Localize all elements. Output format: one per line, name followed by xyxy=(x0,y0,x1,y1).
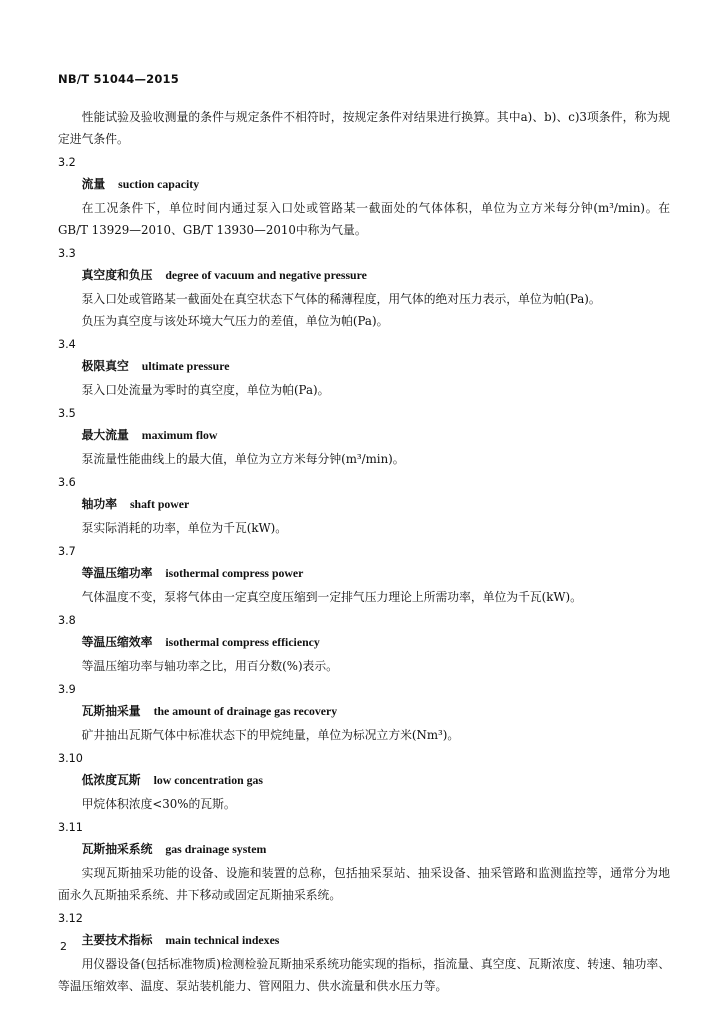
term-heading xyxy=(58,265,670,286)
term-chinese: 最大流量 xyxy=(81,428,129,442)
section-number: 3.10 xyxy=(58,752,83,765)
definition-paragraph: 泵实际消耗的功率，单位为千瓦(kW)。 xyxy=(81,521,288,535)
definition-paragraph: 矿井抽出瓦斯气体中标准状态下的甲烷纯量，单位为标况立方米(Nm³)。 xyxy=(81,728,460,742)
term-chinese: 主要技术指标 xyxy=(81,933,153,947)
term-chinese: 等温压缩功率 xyxy=(81,566,153,580)
intro-paragraph: 性能试验及验收测量的条件与规定条件不相符时，按规定条件对结果进行换算。其中a)、b)、c)3项条件，称为规定进气条件。 xyxy=(58,110,670,146)
section-number: 3.7 xyxy=(58,545,76,558)
term-chinese: 瓦斯抽采量 xyxy=(81,704,141,718)
term-english: shaft power xyxy=(129,497,190,511)
term-english: gas drainage system xyxy=(165,842,267,856)
term-english: degree of vacuum and negative pressure xyxy=(165,268,367,282)
section-number: 3.4 xyxy=(58,338,76,351)
term-chinese: 等温压缩效率 xyxy=(81,635,153,649)
definition-paragraph: 气体温度不变，泵将气体由一定真空度压缩到一定排气压力理论上所需功率，单位为千瓦(kW)。 xyxy=(81,590,582,604)
term-heading xyxy=(58,563,670,584)
section-number: 3.5 xyxy=(58,407,76,420)
definition-paragraph: 泵入口处或管路某一截面处在真空状态下气体的稀薄程度，用气体的绝对压力表示，单位为帕(Pa)。 xyxy=(81,292,601,306)
section-number: 3.12 xyxy=(58,912,83,925)
term-english: isothermal compress power xyxy=(165,566,304,580)
term-heading xyxy=(58,356,670,377)
section-number: 3.6 xyxy=(58,476,76,489)
term-english: isothermal compress efficiency xyxy=(165,635,320,649)
section-number: 3.2 xyxy=(58,156,76,169)
term-heading xyxy=(58,930,670,951)
term-heading xyxy=(58,425,670,446)
term-chinese: 流量 xyxy=(81,177,106,191)
definition-paragraph: 用仪器设备(包括标准物质)检测检验瓦斯抽采系统功能实现的指标，指流量、真空度、瓦斯浓度、转速、轴功率、等温压缩效率、温度、泵站装机能力、管网阻力、供水流量和供水压力等。 xyxy=(58,957,670,993)
term-chinese: 低浓度瓦斯 xyxy=(81,773,141,787)
term-english: maximum flow xyxy=(141,428,218,442)
term-heading xyxy=(58,632,670,653)
term-english: suction capacity xyxy=(118,177,200,191)
term-chinese: 瓦斯抽采系统 xyxy=(81,842,153,856)
definition-paragraph: 甲烷体积浓度<30%的瓦斯。 xyxy=(81,797,236,811)
term-chinese: 极限真空 xyxy=(81,359,129,373)
term-heading xyxy=(58,701,670,722)
definition-paragraph: 泵入口处流量为零时的真空度，单位为帕(Pa)。 xyxy=(81,383,330,397)
term-heading xyxy=(58,770,670,791)
definition-paragraph: 等温压缩功率与轴功率之比，用百分数(%)表示。 xyxy=(81,659,338,673)
section-number: 3.11 xyxy=(58,821,83,834)
document-body xyxy=(58,106,670,997)
term-english: main technical indexes xyxy=(165,933,280,947)
term-english: the amount of drainage gas recovery xyxy=(153,704,338,718)
definition-paragraph: 在工况条件下，单位时间内通过泵入口处或管路某一截面处的气体体积，单位为立方米每分钟(m³/min)。在GB/T 13929—2010、GB/T 13930—2010中称为气量。 xyxy=(58,201,670,237)
page-number: 2 xyxy=(60,940,67,953)
term-english: low concentration gas xyxy=(153,773,264,787)
term-heading xyxy=(58,839,670,860)
definition-list xyxy=(58,152,670,997)
definition-paragraph: 负压为真空度与该处环境大气压力的差值，单位为帕(Pa)。 xyxy=(81,314,389,328)
section-number: 3.9 xyxy=(58,683,76,696)
document-header: NB/T 51044—2015 xyxy=(58,72,179,86)
definition-paragraph: 泵流量性能曲线上的最大值，单位为立方米每分钟(m³/min)。 xyxy=(81,452,405,466)
term-english: ultimate pressure xyxy=(141,359,230,373)
section-number: 3.8 xyxy=(58,614,76,627)
definition-paragraph: 实现瓦斯抽采功能的设备、设施和装置的总称，包括抽采泵站、抽采设备、抽采管路和监测监控等，通常分为地面永久瓦斯抽采系统、井下移动或固定瓦斯抽采系统。 xyxy=(58,866,670,902)
term-heading xyxy=(58,494,670,515)
term-heading xyxy=(58,174,670,195)
term-chinese: 真空度和负压 xyxy=(81,268,153,282)
section-number: 3.3 xyxy=(58,247,76,260)
term-chinese: 轴功率 xyxy=(81,497,117,511)
